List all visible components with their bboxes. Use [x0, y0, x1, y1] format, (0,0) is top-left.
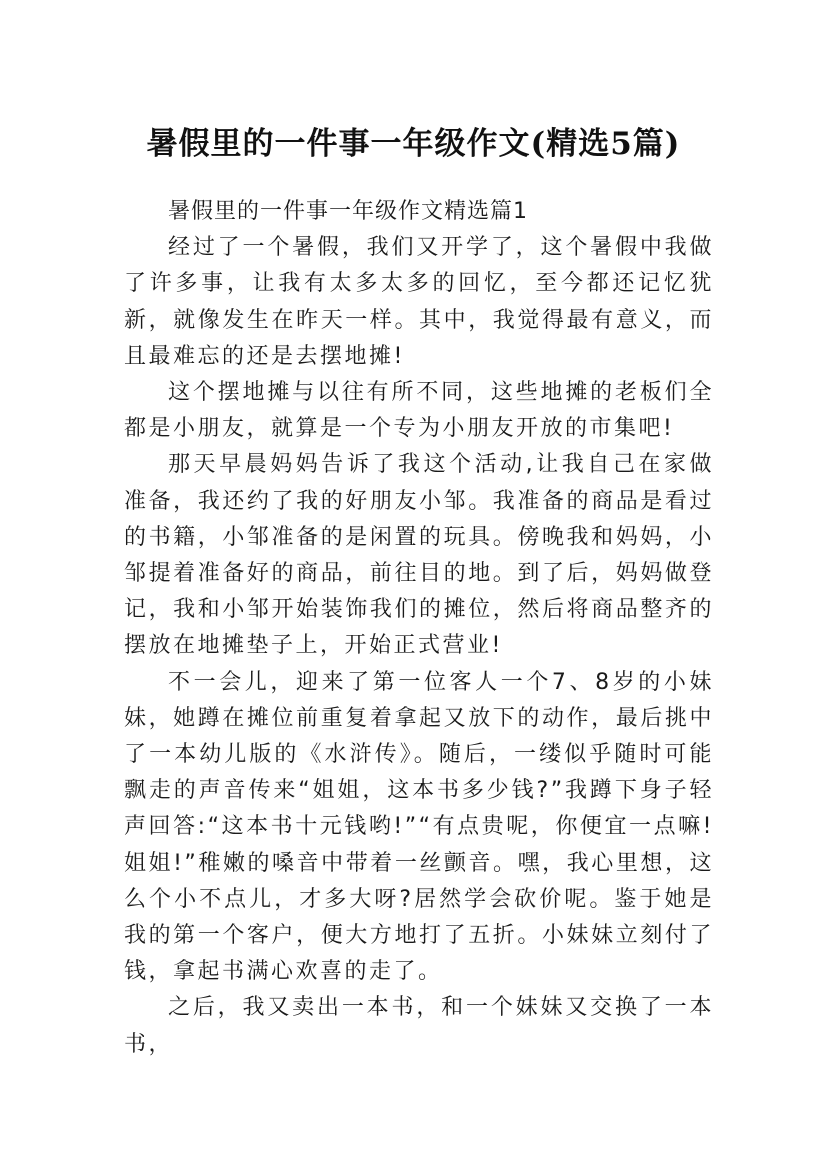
document-title: 暑假里的一件事一年级作文(精选5篇)	[146, 125, 681, 162]
section-heading: 暑假里的一件事一年级作文精选篇1	[168, 199, 528, 224]
paragraph: 经过了一个暑假，我们又开学了，这个暑假中我做了许多事，让我有太多太多的回忆，至今都还记忆犹新，就像发生在昨天一样。其中，我觉得最有意义，而且最难忘的还是去摆地摊!	[124, 235, 714, 369]
paragraph: 那天早晨妈妈告诉了我这个活动,让我自己在家做准备，我还约了我的好朋友小邹。我准备的商品是看过的书籍，小邹准备的是闲置的玩具。傍晚我和妈妈，小邹提着准备好的商品，前往目的地。到了后，妈妈做登记，我和小邹开始装饰我们的摊位，然后将商品整齐的摆放在地摊垫子上，开始正式营业!	[124, 452, 714, 659]
paragraph: 不一会儿，迎来了第一位客人一个7、8岁的小妹妹，她蹲在摊位前重复着拿起又放下的动作，最后挑中了一本幼儿版的《水浒传》。随后，一缕似乎随时可能飘走的声音传来“姐姐，这本书多少钱?”我蹲下身子轻声回答:“这本书十元钱哟!”“有点贵呢，你便宜一点嘛!姐姐!”稚嫩的嗓音中带着一丝颤音。嘿，我心里想，这么个小不点儿，才多大呀?居然学会砍价呢。鉴于她是我的第一个客户，便大方地打了五折。小妹妹立刻付了钱，拿起书满心欢喜的走了。	[124, 669, 714, 985]
paragraph: 之后，我又卖出一本书，和一个妹妹又交换了一本书，	[124, 995, 714, 1057]
document-body	[124, 194, 714, 1063]
paragraph: 这个摆地摊与以往有所不同，这些地摊的老板们全都是小朋友，就算是一个专为小朋友开放的市集吧!	[124, 380, 714, 442]
